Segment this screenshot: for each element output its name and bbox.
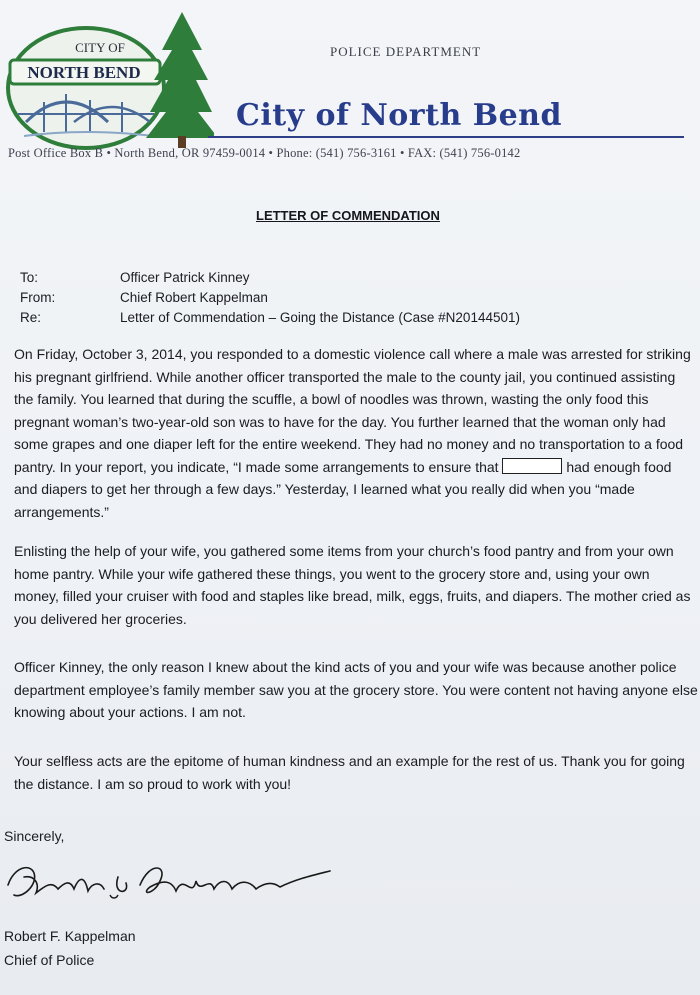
department-heading: POLICE DEPARTMENT [330, 44, 482, 59]
signer-name: Robert F. Kappelman [4, 928, 136, 944]
address-line: Post Office Box B • North Bend, OR 97459-0014 • Phone: (541) 756-3161 • FAX: (541) 756-0142 [8, 146, 521, 160]
letter-title: LETTER OF COMMENDATION [256, 208, 440, 223]
signature [0, 855, 340, 917]
paragraph-1 [14, 343, 698, 523]
paragraph-3: Officer Kinney, the only reason I knew about the kind acts of you and your wife was because another police department employee’s family member saw you at the grocery store. You were content not having anyone else knowing about your actions. I am not. [14, 659, 698, 720]
paragraph-1-text-b: had enough food and diapers to get her through a few days.” Yesterday, I learned what you really did when you “made arrangements.” [14, 458, 672, 520]
closing: Sincerely, [4, 828, 65, 844]
memo-value: Letter of Commendation – Going the Distance (Case #N20144501) [120, 310, 520, 325]
memo-row-to [20, 268, 520, 288]
memo-label: Re: [20, 310, 42, 325]
signer-title: Chief of Police [4, 952, 95, 968]
memo-value: Chief Robert Kappelman [120, 290, 268, 305]
letterhead-rule [208, 136, 684, 138]
paragraph-1-text-a: On Friday, October 3, 2014, you responded to a domestic violence call where a male was arrested for striking his pregnant girlfriend. While another officer transported the male to the county jail, you continued assisting the family. You learned that during the scuffle, a bowl of noodles was thrown, wasting the only food this pregnant woman’s two-year-old son was to have for the day. You further learned that the woman only had some grapes and one diaper left for the entire weekend. They had no money and no transportation to a food pantry. In your report, you indicate, “I made some arrangements to ensure that [14, 346, 691, 475]
memo-label: To: [20, 270, 39, 285]
memo-block [20, 268, 520, 328]
memo-row-re [20, 308, 520, 328]
logo-north-bend: NORTH BEND [27, 63, 141, 82]
memo-value: Officer Patrick Kinney [120, 270, 250, 285]
paragraph-4: Your selfless acts are the epitome of human kindness and an example for the rest of us. Thank you for going the distance. I am so proud to work with you! [14, 753, 685, 792]
city-title: City of North Bend [236, 98, 562, 133]
logo-city-of: CITY OF [75, 40, 125, 55]
memo-label: From: [20, 290, 56, 305]
memo-row-from [20, 288, 520, 308]
redaction-box [502, 458, 562, 474]
city-logo [4, 10, 214, 150]
paragraph-2: Enlisting the help of your wife, you gathered some items from your church’s food pantry and from your own home pantry. While your wife gathered these things, you went to the grocery store and, using your own money, filled your cruiser with food and staples like bread, milk, eggs, fruits, and diapers. The mother cried as you delivered her groceries. [14, 543, 691, 627]
